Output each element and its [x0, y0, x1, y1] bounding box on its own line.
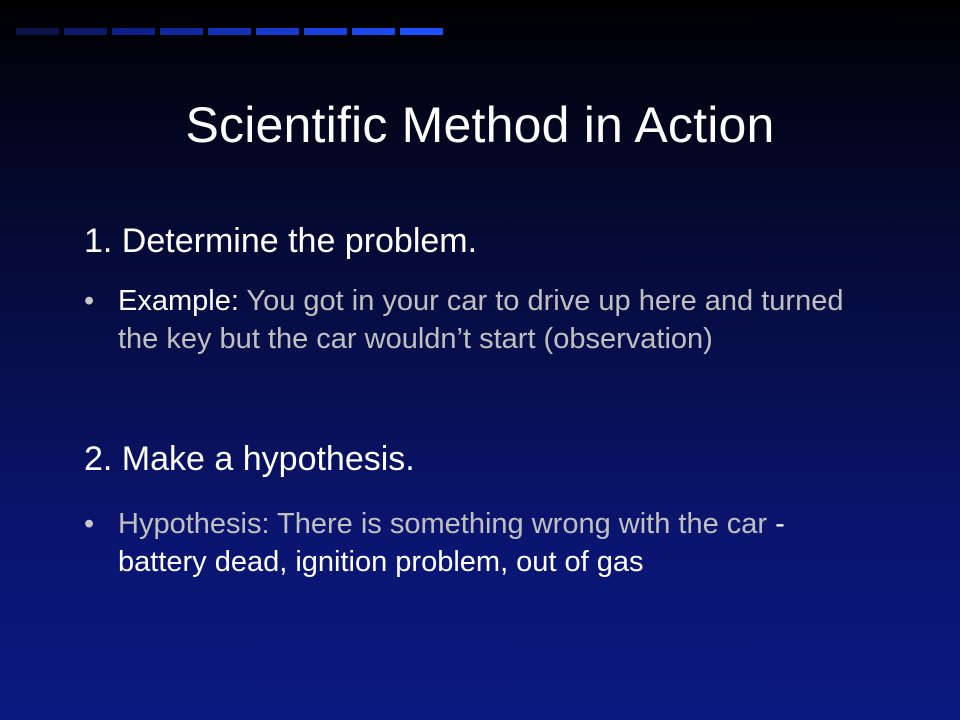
slide-title: Scientific Method in Action	[185, 97, 775, 153]
decor-segment	[256, 28, 299, 35]
bullet-text: You got in your car to drive up here and turned the key but the car wouldn’t start (observation)	[118, 285, 844, 355]
decor-segment	[64, 28, 107, 35]
step-heading: 1. Determine the problem.	[84, 222, 478, 260]
step-1-bullet	[84, 282, 864, 358]
bullet-text: There is something wrong with the car	[277, 508, 776, 540]
bullet-item	[84, 505, 864, 581]
bullet-label: Hypothesis:	[118, 508, 278, 540]
bullet-marker: •	[84, 508, 95, 540]
decor-segment	[208, 28, 251, 35]
step-1	[84, 222, 864, 261]
step-heading: 2. Make a hypothesis.	[84, 440, 415, 478]
step-2-bullet	[84, 505, 864, 581]
bullet-label: Example:	[118, 285, 247, 317]
decor-segment	[400, 28, 443, 35]
decor-segment	[112, 28, 155, 35]
decor-segment	[16, 28, 59, 35]
bullet-text-highlight: - battery dead, ignition problem, out of gas	[118, 508, 785, 578]
decor-segment	[304, 28, 347, 35]
decor-segment	[352, 28, 395, 35]
decor-segment	[160, 28, 203, 35]
step-2	[84, 440, 864, 479]
decorative-bar	[16, 28, 443, 35]
bullet-item	[84, 282, 864, 358]
bullet-marker: •	[84, 285, 95, 317]
